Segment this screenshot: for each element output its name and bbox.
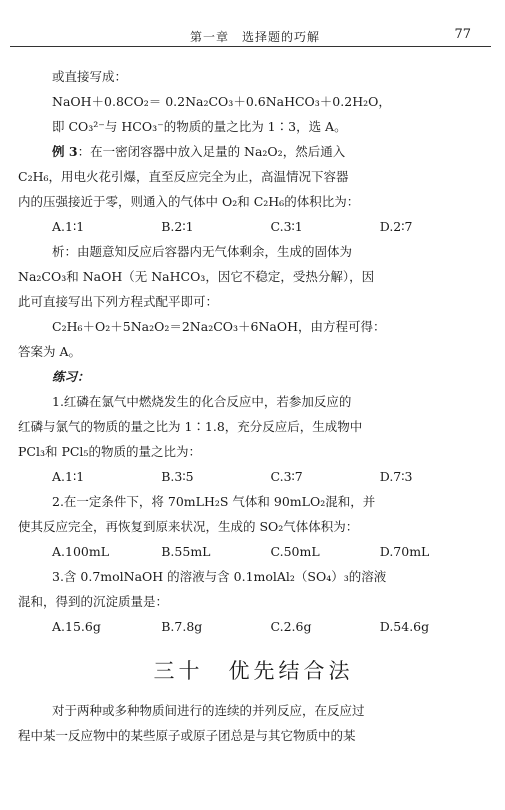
option-b: B.55mL — [161, 544, 211, 559]
option-c: C.3∶7 — [270, 469, 303, 484]
option-a: A.1∶1 — [52, 219, 85, 234]
option-b: B.7.8g — [161, 619, 203, 634]
option-b: B.2∶1 — [161, 219, 194, 234]
question-3: 3.含 0.7molNaOH 的溶液与含 0.1molAl₂（SO₄）₃的溶液 — [52, 569, 387, 584]
text-line: 或直接写成： — [52, 69, 128, 84]
question-2: 2.在一定条件下，将 70mLH₂S 气体和 90mLO₂混和，并 — [52, 494, 376, 509]
text-line: 对于两种或多种物质间进行的连续的并列反应，在反应过 — [52, 703, 365, 718]
option-d: D.54.6g — [379, 619, 430, 634]
text-line: PCl₃和 PCl₅的物质的量之比为： — [18, 444, 201, 459]
section-title: 三十 优先结合法 — [153, 659, 354, 683]
option-c: C.2.6g — [270, 619, 312, 634]
practice-heading: 练习： — [52, 369, 90, 384]
text-line: 答案为 A。 — [18, 344, 82, 359]
text-line: 红磷与氯气的物质的量之比为 1∶1.8，充分反应后，生成物中 — [18, 419, 363, 434]
option-d: D.70mL — [379, 544, 430, 559]
text-line: 即 CO₃²⁻与 HCO₃⁻的物质的量之比为 1∶3，选 A。 — [52, 119, 347, 134]
text-line: 内的压强接近于零，则通入的气体中 O₂和 C₂H₆的体积比为： — [18, 194, 360, 209]
answer-options — [18, 464, 489, 489]
answer-options — [18, 539, 489, 564]
page-body — [18, 64, 489, 748]
equation-line: C₂H₆＋O₂＋5Na₂O₂＝2Na₂CO₃＋6NaOH，由方程可得： — [52, 319, 386, 334]
answer-options — [18, 614, 489, 639]
text-line: Na₂CO₃和 NaOH（无 NaHCO₃，因它不稳定，受热分解），因 — [18, 269, 375, 284]
text-line: C₂H₆，用电火花引爆，直至反应完全为止，高温情况下容器 — [18, 169, 349, 184]
example-text: ：在一密闭容器中放入足量的 Na₂O₂，然后通入 — [77, 144, 346, 159]
text-line: 混和，得到的沉淀质量是： — [18, 594, 169, 609]
answer-options — [18, 214, 489, 239]
chapter-title: 第一章 选择题的巧解 — [190, 30, 321, 44]
text-line: 此可直接写出下列方程式配平即可： — [18, 294, 219, 309]
option-a: A.15.6g — [52, 619, 101, 634]
option-b: B.3∶5 — [161, 469, 194, 484]
example-3-line — [18, 139, 489, 164]
option-a: A.1∶1 — [52, 469, 85, 484]
option-a: A.100mL — [52, 544, 110, 559]
page-number: 77 — [454, 27, 471, 42]
page-header — [10, 24, 491, 47]
text-line: 使其反应完全，再恢复到原来状况，生成的 SO₂气体体积为： — [18, 519, 359, 534]
equation-line: NaOH＋0.8CO₂＝ 0.2Na₂CO₃＋0.6NaHCO₃＋0.2H₂O， — [52, 94, 391, 109]
question-1: 1.红磷在氯气中燃烧发生的化合反应中，若参加反应的 — [52, 394, 352, 409]
option-c: C.3∶1 — [270, 219, 303, 234]
text-line: 程中某一反应物中的某些原子或原子团总是与其它物质中的某 — [18, 728, 356, 743]
option-d: D.2∶7 — [379, 219, 413, 234]
option-d: D.7∶3 — [379, 469, 413, 484]
analysis-line: 析：由题意知反应后容器内无气体剩余，生成的固体为 — [52, 244, 353, 259]
option-c: C.50mL — [270, 544, 320, 559]
example-label: 例 3 — [52, 144, 78, 159]
